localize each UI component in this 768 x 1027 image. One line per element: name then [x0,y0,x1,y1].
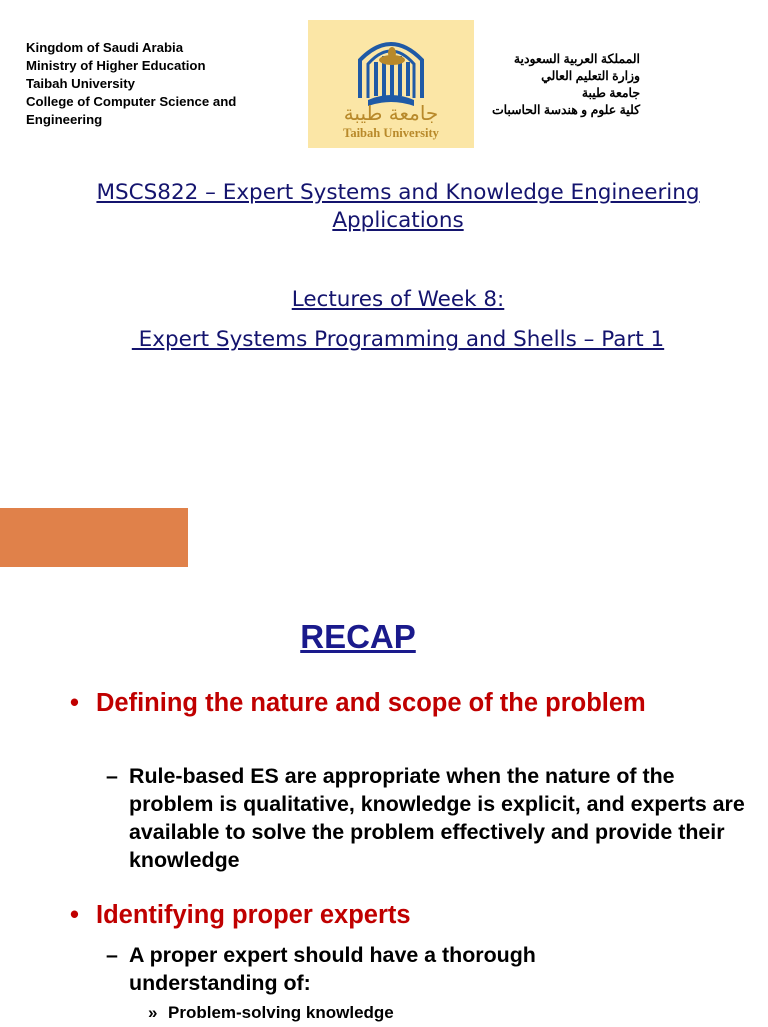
logo-arabic-text: جامعة طيبة [343,101,439,125]
bullet-marker: • [70,689,79,717]
header-right-line: المملكة العربية السعودية [513,52,640,66]
orange-accent-bar [0,508,188,567]
sub-bullet-text: A proper expert should have a thorough understanding of: [129,943,536,995]
bullet-marker: • [70,901,79,929]
course-title-line1: MSCS822 – Expert Systems and Knowledge Engineering [96,180,700,205]
header-right-line: جامعة طيبة [581,86,640,100]
dash-marker: – [106,764,118,788]
sub-bullet-item [0,941,768,1001]
topic-title: Expert Systems Programming and Shells – Part 1 [131,327,665,352]
course-title-line2: Applications [332,208,464,233]
logo-english-text: Taibah University [343,126,439,140]
sub-sub-bullet-text: Problem-solving knowledge [168,1003,394,1022]
university-logo [308,20,474,148]
bullet-item [0,687,768,757]
header-right-block [470,51,640,119]
chevron-marker: » [148,1003,158,1022]
dash-marker: – [106,943,118,967]
recap-title: RECAP [300,618,416,655]
header-left-line: Kingdom of Saudi Arabia [26,40,184,55]
header-left-line: Engineering [26,112,103,127]
sub-sub-bullet-item [0,1003,768,1027]
week-title: Lectures of Week 8: [291,287,505,312]
header-left-line: Taibah University [26,76,135,91]
bullet-item [0,899,768,935]
header-right-line: كلية علوم و هندسة الحاسبات [491,103,640,117]
header-left-line: College of Computer Science and [26,94,237,109]
taibah-university-logo-icon [308,20,474,148]
header-right-line: وزارة التعليم العالي [541,69,640,83]
sub-bullet-item [0,762,768,877]
bullet-text: Identifying proper experts [96,901,411,929]
header-left-line: Ministry of Higher Education [26,58,206,73]
header-left-block [26,39,296,129]
sub-bullet-text: Rule-based ES are appropriate when the nature of the problem is qualitative, knowledge is explicit, and experts are available to solve the problem effectively and provide their knowledge [129,764,745,872]
bullet-text: Defining the nature and scope of the problem [96,689,646,717]
